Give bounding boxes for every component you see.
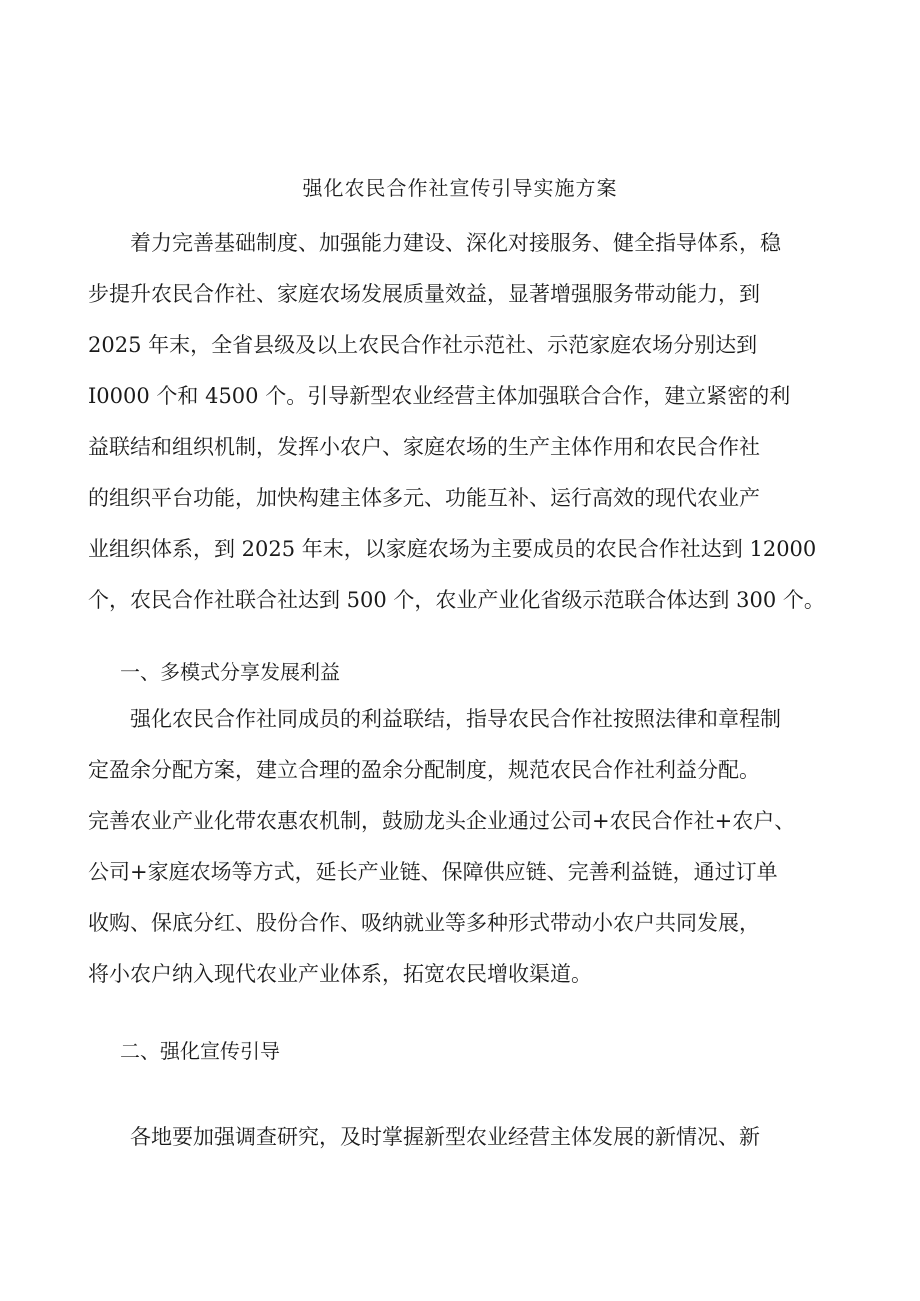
paragraph-line: 步提升农民合作社、家庭农场发展质量效益，显著增强服务带动能力，到 <box>88 282 760 306</box>
paragraph-line: 定盈余分配方案，建立合理的盈余分配制度，规范农民合作社利益分配。 <box>88 758 760 782</box>
paragraph-line: 各地要加强调查研究，及时掌握新型农业经营主体发展的新情况、新 <box>88 1125 760 1149</box>
paragraph-line: 的组织平台功能，加快构建主体多元、功能互补、运行高效的现代农业产 <box>88 486 760 510</box>
paragraph-line: 强化农民合作社同成员的利益联结，指导农民合作社按照法律和章程制 <box>88 707 781 731</box>
paragraph-line: 业组织体系，到 2025 年末，以家庭农场为主要成员的农民合作社达到 12000 <box>88 537 817 561</box>
paragraph-line: I0000 个和 4500 个。引导新型农业经营主体加强联合合作，建立紧密的利 <box>88 384 791 408</box>
paragraph-line: 将小农户纳入现代农业产业体系，拓宽农民增收渠道。 <box>88 962 592 986</box>
section2-paragraph <box>88 1112 840 1163</box>
paragraph-line: 2025 年末，全省县级及以上农民合作社示范社、示范家庭农场分别达到 <box>88 333 758 357</box>
section-heading-2: 二、强化宣传引导 <box>120 1039 280 1063</box>
paragraph-line: 着力完善基础制度、加强能力建设、深化对接服务、健全指导体系，稳 <box>88 231 781 255</box>
intro-paragraph <box>88 218 840 626</box>
section1-paragraph <box>88 694 840 1000</box>
paragraph-line: 益联结和组织机制，发挥小农户、家庭农场的生产主体作用和农民合作社 <box>88 435 760 459</box>
document-title: 强化农民合作社宣传引导实施方案 <box>302 176 618 200</box>
paragraph-line: 收购、保底分红、股份合作、吸纳就业等多种形式带动小农户共同发展， <box>88 911 760 935</box>
section-heading-1: 一、多模式分享发展利益 <box>120 660 340 684</box>
paragraph-line: 个，农民合作社联合社达到 500 个，农业产业化省级示范联合体达到 300 个。 <box>88 588 825 612</box>
paragraph-line: 公司+家庭农场等方式，延长产业链、保障供应链、完善利益链，通过订单 <box>88 860 778 884</box>
paragraph-line: 完善农业产业化带农惠农机制，鼓励龙头企业通过公司+农民合作社+农户、 <box>88 809 796 833</box>
